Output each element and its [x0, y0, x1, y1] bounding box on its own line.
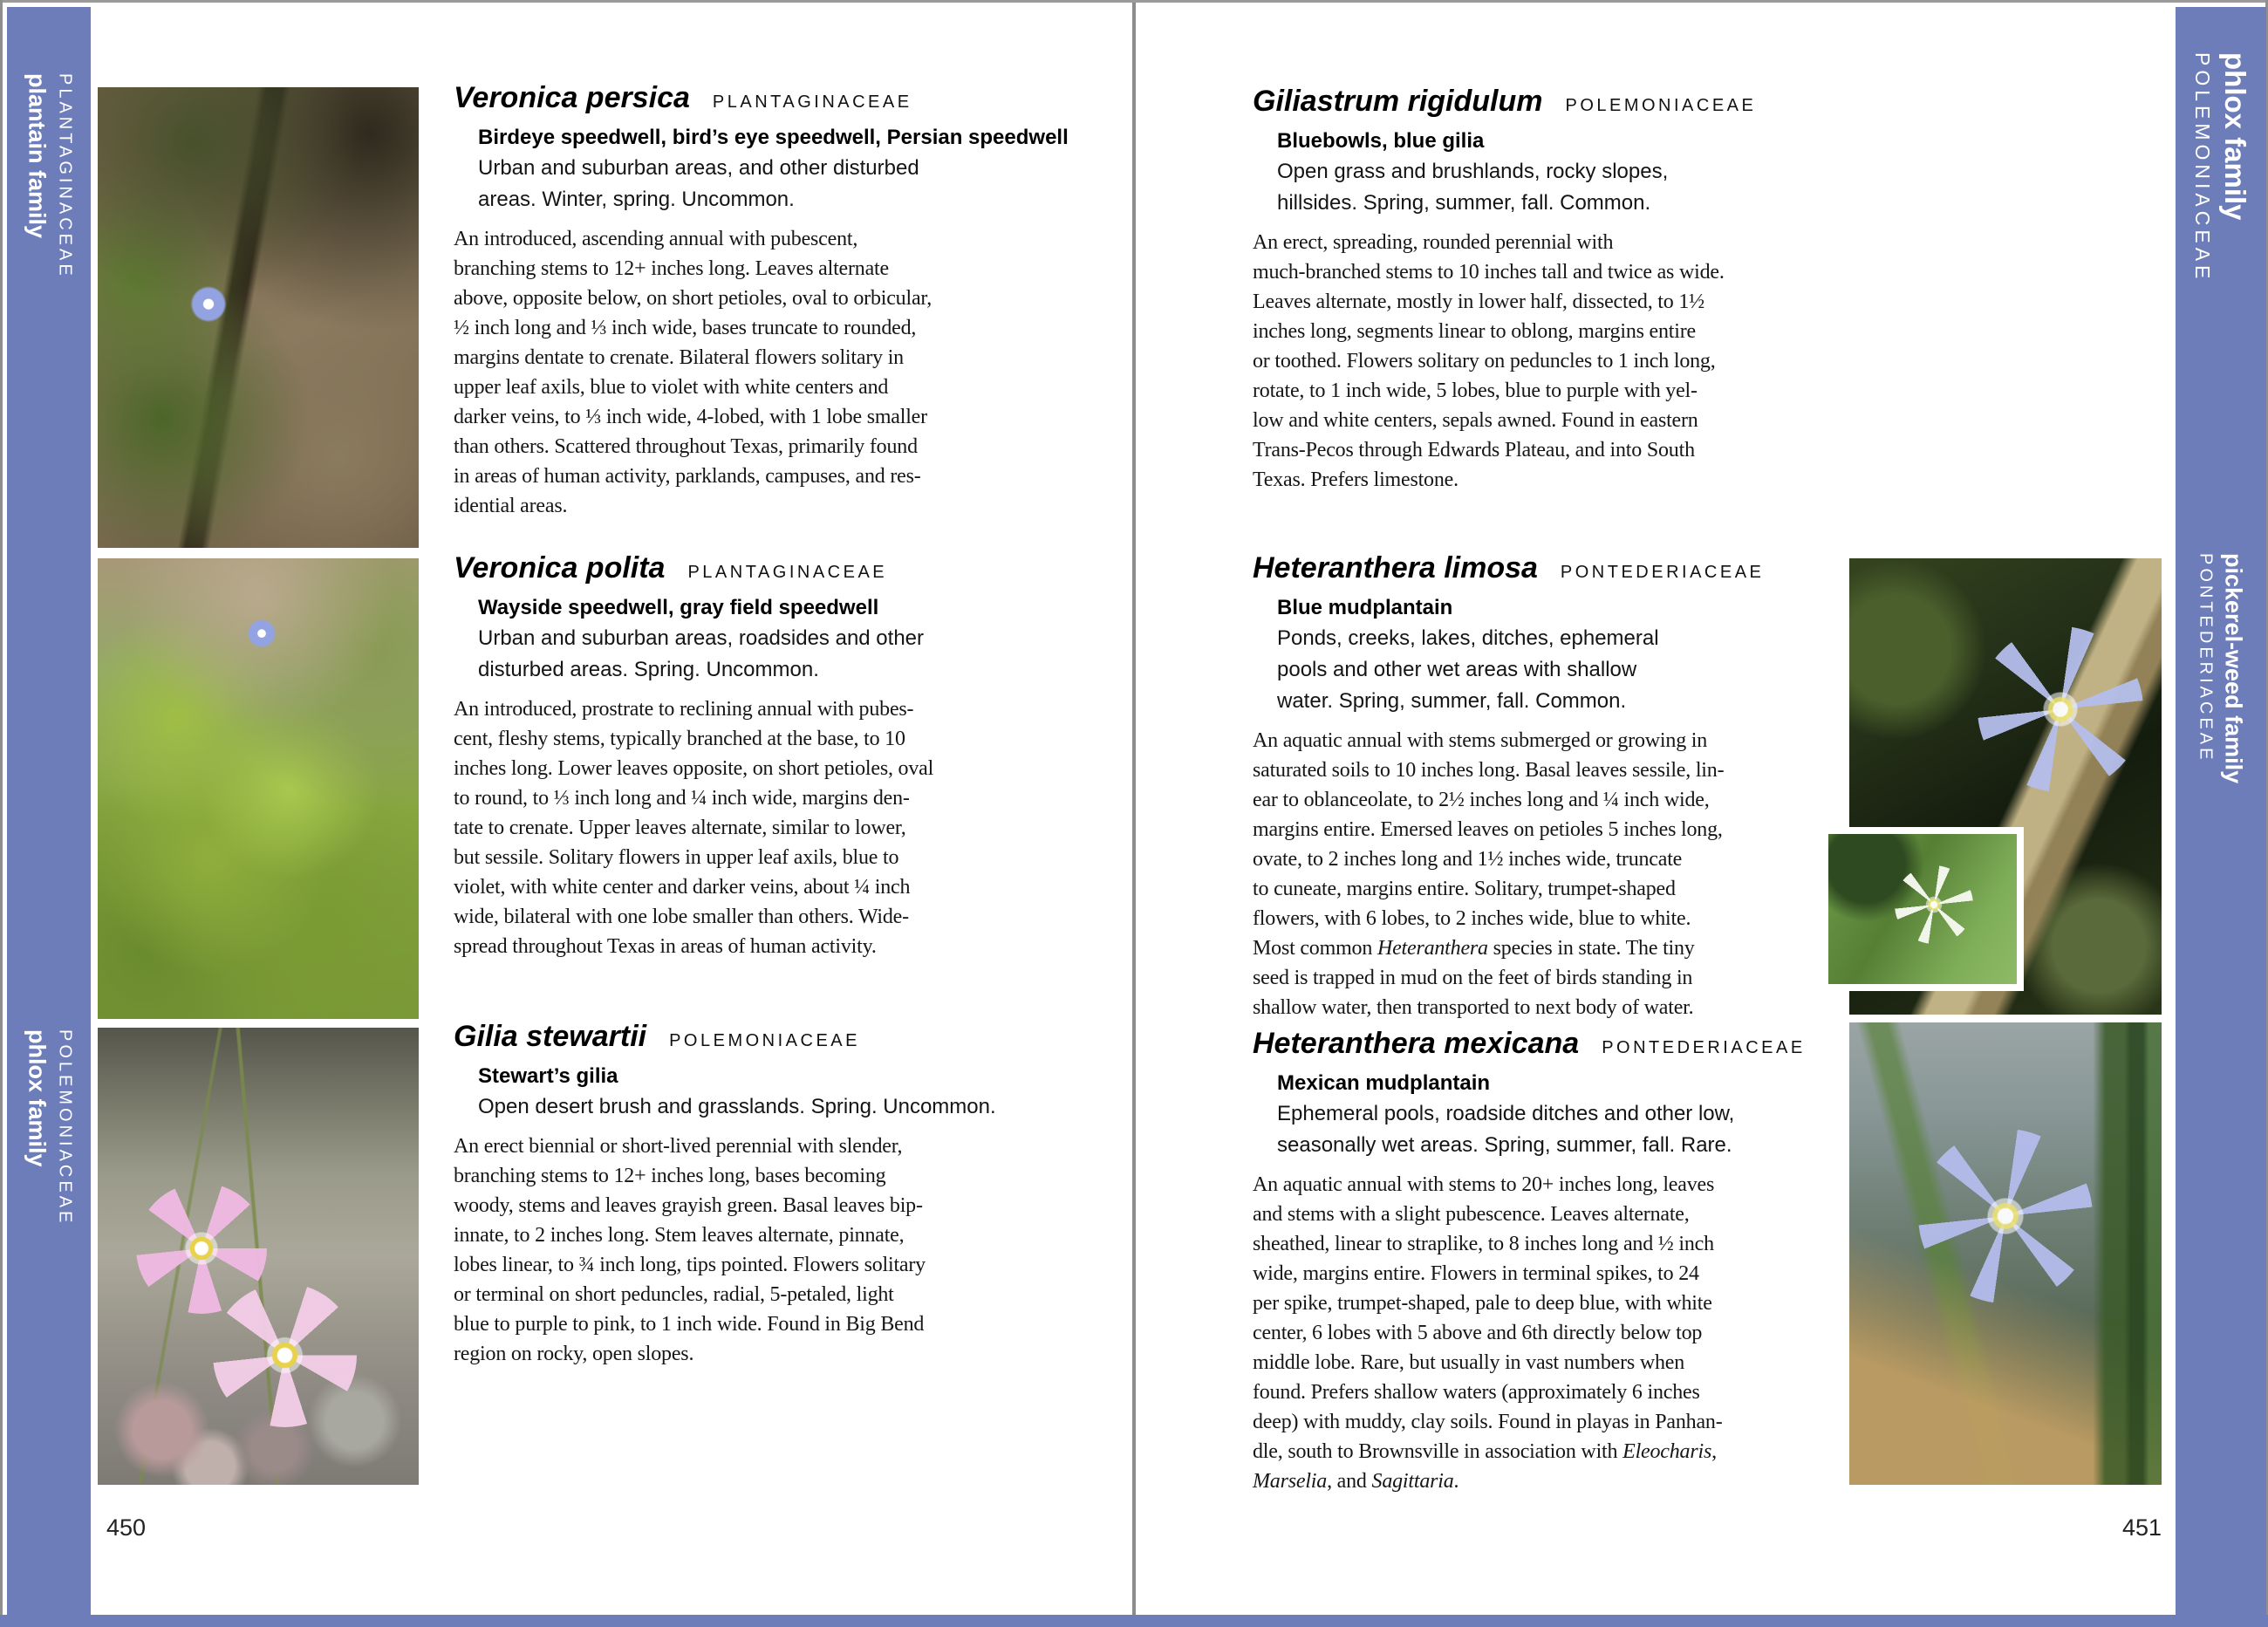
blue-star-flower-icon	[1978, 626, 2143, 792]
entry-heading	[1253, 1024, 1828, 1069]
description-line: saturated soils to 10 inches long. Basal leaves sessile, lin-	[1253, 759, 1725, 782]
entry-heading	[454, 79, 1040, 123]
family-tab-latin-name: PONTEDERIACEAE	[2196, 553, 2216, 763]
photo-veronica-polita	[98, 558, 419, 1019]
entry-description	[1253, 1170, 1828, 1496]
description-line: An introduced, prostrate to reclining annual with pubes-	[454, 698, 914, 721]
description-line: to round, to ⅓ inch long and ¼ inch wide, margins den-	[454, 787, 910, 810]
bottom-accent-bar	[0, 1615, 2268, 1627]
species-name: Gilia stewartii	[454, 1020, 647, 1053]
habitat-line: seasonally wet areas. Spring, summer, fall. Rare.	[1277, 1133, 1732, 1157]
description-line: center, 6 lobes with 5 above and 6th directly below top	[1253, 1322, 1703, 1344]
habitat-line: Urban and suburban areas, and other disturbed	[478, 156, 919, 180]
habitat-line: pools and other wet areas with shallow	[1277, 658, 1637, 681]
entry-heading	[1253, 549, 1828, 593]
description-line: and stems with a slight pubescence. Leaves alternate,	[1253, 1203, 1690, 1226]
description-line: blue to purple to pink, to 1 inch wide. Found in Big Bend	[454, 1313, 925, 1336]
description-line: An erect, spreading, rounded perennial with	[1253, 231, 1614, 254]
description-line: or toothed. Flowers solitary on peduncles to 1 inch long,	[1253, 350, 1716, 373]
description-line: sheathed, linear to straplike, to 8 inches long and ½ inch	[1253, 1233, 1714, 1255]
page-gutter	[1132, 3, 1136, 1615]
family-name: POLEMONIACEAE	[1565, 96, 1757, 115]
habitat-line: water. Spring, summer, fall. Common.	[1277, 689, 1627, 713]
habitat-line: Ponds, creeks, lakes, ditches, ephemeral	[1277, 626, 1659, 650]
species-name: Veronica polita	[454, 551, 666, 584]
species-name: Giliastrum rigidulum	[1253, 85, 1543, 118]
description-line: or terminal on short peduncles, radial, 5-petaled, light	[454, 1283, 894, 1306]
description-line: An aquatic annual with stems to 20+ inches long, leaves	[1253, 1173, 1715, 1196]
description-line: inches long. Lower leaves opposite, on short petioles, oval	[454, 757, 934, 780]
description-line: An introduced, ascending annual with pubescent,	[454, 228, 858, 250]
common-names: Mexican mudplantain	[1277, 1071, 1491, 1095]
blue-star-flower-icon	[1918, 1129, 2093, 1303]
left-page-edge	[0, 0, 3, 1627]
entry-description	[454, 694, 1040, 961]
common-names: Birdeye speedwell, bird’s eye speedwell, Persian speedwell	[478, 126, 1069, 149]
family-tab-plantaginaceae	[19, 73, 79, 279]
description-line: flowers, with 6 lobes, to 2 inches wide, blue to white.	[1253, 907, 1691, 930]
family-tab-latin-name: PLANTAGINACEAE	[55, 73, 75, 279]
entry-heading	[454, 549, 1040, 593]
photo-gilia-stewartii	[98, 1028, 419, 1485]
description-line: Texas. Prefers limestone.	[1253, 468, 1458, 491]
photo-giliastrum-rigidulum	[1849, 90, 2162, 550]
description-line: Trans-Pecos through Edwards Plateau, and into South	[1253, 439, 1695, 461]
blue-flower-icon	[245, 619, 278, 652]
description-line: idential areas.	[454, 495, 568, 517]
pink-flower-icon	[213, 1283, 357, 1427]
species-entry	[454, 1017, 1040, 1369]
family-name: POLEMONIACEAE	[669, 1031, 860, 1050]
description-line: but sessile. Solitary flowers in upper leaf axils, blue to	[454, 846, 899, 869]
description-line: tate to crenate. Upper leaves alternate, similar to lower,	[454, 817, 906, 839]
description-line: cent, fleshy stems, typically branched at the base, to 10	[454, 728, 905, 750]
photo-heteranthera-mexicana	[1849, 1022, 2162, 1485]
description-line: ovate, to 2 inches long and 1½ inches wide, truncate	[1253, 848, 1683, 871]
description-line: shallow water, then transported to next body of water.	[1253, 996, 1694, 1019]
entry-heading	[454, 1017, 1040, 1062]
right-family-tab-strip	[2176, 7, 2266, 1615]
entry-heading	[1253, 82, 1828, 126]
description-line: seed is trapped in mud on the feet of birds standing in	[1253, 967, 1693, 989]
family-tab-common-name: phlox family	[24, 1029, 51, 1167]
species-entry	[1253, 1024, 1828, 1496]
description-line: An erect biennial or short-lived perennial with slender,	[454, 1135, 903, 1158]
entry-description	[1253, 726, 1828, 1022]
common-names: Blue mudplantain	[1277, 596, 1453, 619]
habitat-line: Open grass and brushlands, rocky slopes,	[1277, 160, 1669, 183]
page-number-right: 451	[2121, 1514, 2162, 1541]
species-name: Heteranthera limosa	[1253, 551, 1538, 584]
description-line: middle lobe. Rare, but usually in vast numbers when	[1253, 1351, 1685, 1374]
species-entry	[1253, 549, 1828, 1022]
habitat-line: hillsides. Spring, summer, fall. Common.	[1277, 191, 1651, 215]
description-line: Marselia, and Sagittaria.	[1253, 1470, 1459, 1493]
family-name: PONTEDERIACEAE	[1602, 1038, 1806, 1057]
habitat-line: areas. Winter, spring. Uncommon.	[478, 188, 795, 211]
description-line: rotate, to 1 inch wide, 5 lobes, blue to purple with yel-	[1253, 379, 1698, 402]
description-line: much-branched stems to 10 inches tall and twice as wide.	[1253, 261, 1725, 284]
family-name: PONTEDERIACEAE	[1560, 563, 1765, 582]
description-line: branching stems to 12+ inches long, bases becoming	[454, 1165, 886, 1187]
description-line: above, opposite below, on short petioles, oval to orbicular,	[454, 287, 932, 310]
description-line: deep) with muddy, clay soils. Found in playas in Panhan-	[1253, 1411, 1723, 1433]
species-entry	[454, 79, 1069, 521]
entry-description	[454, 1131, 1040, 1369]
description-line: An aquatic annual with stems submerged or growing in	[1253, 729, 1708, 752]
description-line: innate, to 2 inches long. Stem leaves alternate, pinnate,	[454, 1224, 905, 1247]
description-line: wide, margins entire. Flowers in terminal spikes, to 24	[1253, 1262, 1699, 1285]
description-line: to cuneate, margins entire. Solitary, trumpet-shaped	[1253, 878, 1676, 900]
family-tab-latin-name: POLEMONIACEAE	[2191, 52, 2214, 284]
description-line: inches long, segments linear to oblong, margins entire	[1253, 320, 1696, 343]
description-line: found. Prefers shallow waters (approximately 6 inches	[1253, 1381, 1700, 1404]
description-line: ½ inch long and ⅓ inch wide, bases truncate to rounded,	[454, 317, 917, 339]
description-line: upper leaf axils, blue to violet with white centers and	[454, 376, 889, 399]
description-line: ear to oblanceolate, to 2½ inches long and ¼ inch wide,	[1253, 789, 1710, 811]
species-name: Veronica persica	[454, 81, 690, 114]
family-tab-common-name: plantain family	[24, 73, 51, 239]
family-tab-polemoniaceae-right	[2186, 52, 2256, 283]
description-line: violet, with white center and darker veins, about ¼ inch	[454, 876, 911, 899]
species-entry	[454, 549, 1040, 961]
entry-description	[1253, 228, 1828, 495]
family-tab-polemoniaceae-left	[19, 1029, 79, 1226]
description-line: lobes linear, to ¾ inch long, tips pointed. Flowers solitary	[454, 1254, 926, 1276]
habitat-line: Ephemeral pools, roadside ditches and other low,	[1277, 1102, 1735, 1125]
family-tab-common-name: pickerel-weed family	[2220, 553, 2247, 784]
family-tab-pontederiaceae	[2191, 553, 2251, 783]
description-line: in areas of human activity, parklands, campuses, and res-	[454, 465, 921, 488]
left-family-tab-strip	[7, 7, 91, 1615]
habitat-line: disturbed areas. Spring. Uncommon.	[478, 658, 819, 681]
description-line: Most common Heteranthera species in state. The tiny	[1253, 937, 1695, 960]
description-line: than others. Scattered throughout Texas, primarily found	[454, 435, 918, 458]
family-name: PLANTAGINACEAE	[687, 563, 888, 582]
description-line: margins entire. Emersed leaves on petioles 5 inches long,	[1253, 818, 1723, 841]
photo-inset-heteranthera-limosa-white	[1821, 827, 2024, 991]
common-names: Bluebowls, blue gilia	[1277, 129, 1485, 153]
description-line: woody, stems and leaves grayish green. Basal leaves bip-	[454, 1194, 923, 1217]
description-line: low and white centers, sepals awned. Found in eastern	[1253, 409, 1698, 432]
photo-veronica-persica	[98, 87, 419, 548]
page-number-left: 450	[106, 1514, 147, 1541]
species-name: Heteranthera mexicana	[1253, 1027, 1580, 1060]
habitat-line: Urban and suburban areas, roadsides and other	[478, 626, 925, 650]
family-tab-common-name: phlox family	[2219, 52, 2251, 221]
family-name: PLANTAGINACEAE	[712, 92, 912, 112]
habitat-line: Open desert brush and grasslands. Spring. Uncommon.	[478, 1095, 996, 1118]
description-line: margins dentate to crenate. Bilateral flowers solitary in	[454, 346, 904, 369]
description-line: dle, south to Brownsville in association with Eleocharis,	[1253, 1440, 1717, 1463]
species-entry	[1253, 82, 1828, 495]
description-line: per spike, trumpet-shaped, pale to deep blue, with white	[1253, 1292, 1712, 1315]
description-line: region on rocky, open slopes.	[454, 1343, 694, 1365]
description-line: branching stems to 12+ inches long. Leaves alternate	[454, 257, 889, 280]
white-star-flower-icon	[1895, 865, 1973, 944]
family-tab-latin-name: POLEMONIACEAE	[55, 1029, 75, 1227]
description-line: darker veins, to ⅓ inch wide, 4-lobed, with 1 lobe smaller	[454, 406, 927, 428]
entry-description	[454, 224, 1040, 521]
common-names: Wayside speedwell, gray field speedwell	[478, 596, 879, 619]
description-line: wide, bilateral with one lobe smaller than others. Wide-	[454, 906, 909, 928]
description-line: spread throughout Texas in areas of human activity.	[454, 935, 877, 958]
description-line: Leaves alternate, mostly in lower half, dissected, to 1½	[1253, 291, 1704, 313]
common-names: Stewart’s gilia	[478, 1064, 618, 1088]
blue-flower-icon	[188, 285, 229, 327]
